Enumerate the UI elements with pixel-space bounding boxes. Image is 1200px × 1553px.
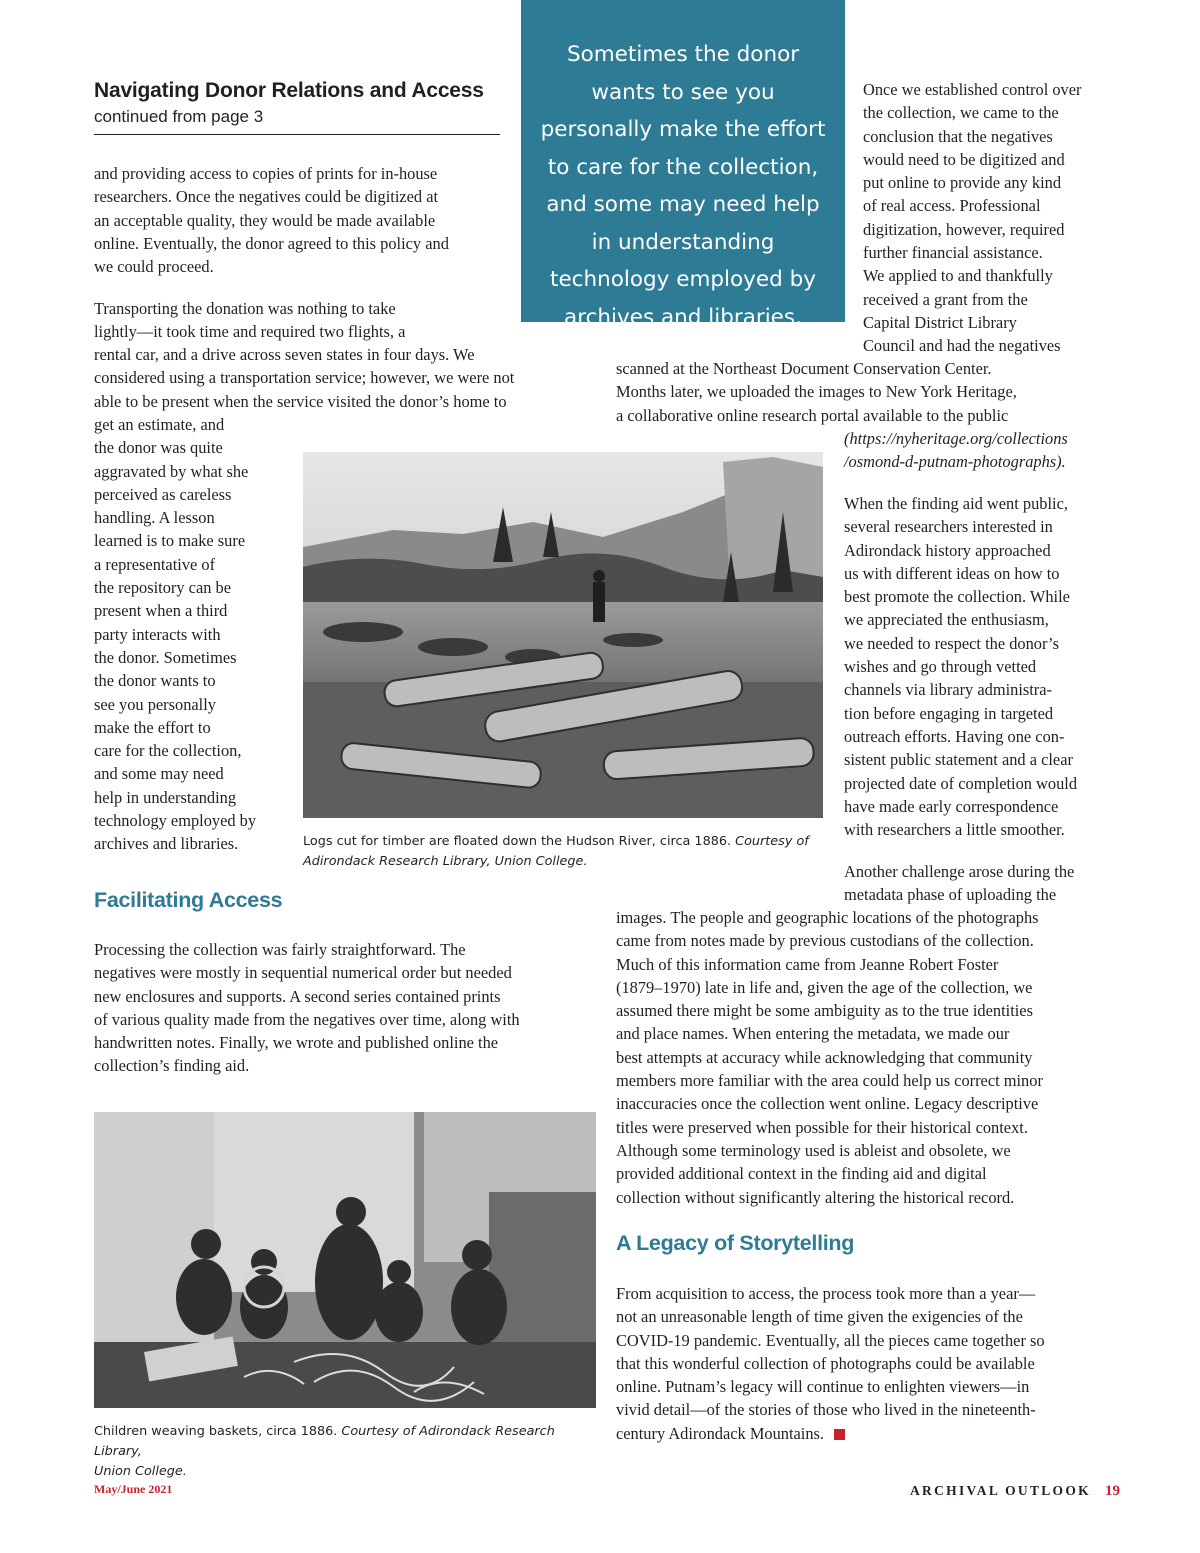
text-line: see you personally [94, 694, 216, 714]
text-line: Although some terminology used is ableist and obsolete, we [616, 1140, 1011, 1160]
text-line: provided additional context in the finding aid and digital [616, 1164, 987, 1184]
text-line: learned is to make sure [94, 531, 246, 551]
children-baskets-caption [94, 1422, 604, 1482]
article-title: Navigating Donor Relations and Access [94, 79, 484, 102]
text-line: and place names. When entering the metadata, we made our [616, 1024, 1010, 1044]
text-line: (https://nyheritage.org/collections [844, 429, 1068, 448]
text-line: vivid detail—of the stories of those who lived in the nineteenth- [616, 1400, 1036, 1420]
text-line: titles were preserved when possible for their historical context. [616, 1117, 1028, 1137]
text-line: Processing the collection was fairly straightforward. The [94, 940, 466, 959]
facilitating-heading: Facilitating Access [94, 888, 283, 912]
text-line: care for the collection, [94, 741, 242, 761]
text-line: the repository can be [94, 578, 231, 598]
text-line: outreach efforts. Having one con- [844, 726, 1065, 746]
header-rule [94, 134, 500, 135]
text-line [616, 1422, 1126, 1445]
text-line: the donor wants to [94, 671, 216, 691]
text-line: From acquisition to access, the process took more than a year— [616, 1284, 1036, 1303]
text-line: lightly—it took time and required two flights, a [94, 322, 406, 342]
page-number: 19 [1104, 1483, 1120, 1499]
continued-note: continued from page 3 [94, 107, 264, 126]
text-line: help in understanding [94, 787, 237, 807]
river-logs-caption [303, 832, 823, 872]
legacy-heading: A Legacy of Storytelling [616, 1231, 855, 1255]
text-line: archives and libraries. [94, 834, 239, 854]
text-line: Council and had the negatives [863, 336, 1061, 356]
text-line: Adirondack history approached [844, 540, 1051, 560]
text-line: When the finding aid went public, [844, 494, 1068, 513]
text-line: received a grant from the [863, 289, 1028, 309]
text-line: researchers. Once the negatives could be digitized at [94, 187, 439, 207]
text-line: inaccuracies once the collection went online. Legacy descriptive [616, 1094, 1039, 1114]
text-line: best promote the collection. While [844, 587, 1070, 607]
text-line: Once we established control over [863, 80, 1082, 99]
collection-url [844, 427, 1124, 474]
text-line: channels via library administra- [844, 680, 1052, 700]
text-line: COVID-19 pandemic. Eventually, all the pieces came together so [616, 1330, 1045, 1350]
footer-right [910, 1482, 1120, 1500]
river-logs-illustration [303, 452, 823, 818]
text-line: Another challenge arose during the [844, 862, 1075, 881]
text-line: a collaborative online research portal available to the public [616, 405, 1009, 425]
text-line: we needed to respect the donor’s [844, 633, 1059, 653]
text-line: perceived as careless [94, 484, 232, 504]
left-paragraph-2-top [94, 297, 514, 344]
text-line: (1879–1970) late in life and, given the age of the collection, we [616, 977, 1033, 997]
text-line: we appreciated the enthusiasm, [844, 610, 1049, 630]
text-line: Transporting the donation was nothing to take [94, 299, 396, 318]
text-line: online. Putnam’s legacy will continue to enlighten viewers—in [616, 1377, 1030, 1397]
text-line: technology employed by [94, 811, 257, 831]
left-paragraph-2-wide [94, 343, 594, 413]
text-line: negatives were mostly in sequential numerical order but needed [94, 963, 512, 983]
text-line: aggravated by what she [94, 461, 249, 481]
text-line: Months later, we uploaded the images to New York Heritage, [616, 382, 1017, 402]
text-line: make the effort to [94, 717, 211, 737]
pull-quote [521, 0, 845, 330]
text-line: We applied to and thankfully [863, 266, 1053, 286]
magazine-name: ARCHIVAL OUTLOOK [910, 1483, 1091, 1498]
text-line: came from notes made by previous custodians of the collection. [616, 931, 1034, 951]
text-line: get an estimate, and [94, 415, 225, 434]
text-line: projected date of completion would [844, 773, 1078, 793]
text-line: images. The people and geographic locations of the photographs [616, 908, 1039, 927]
river-logs-photo [303, 452, 823, 818]
text-line: of various quality made from the negatives over time, along with [94, 1009, 520, 1029]
left-paragraph-2-narrow [94, 413, 294, 856]
text-line: collection’s finding aid. [94, 1056, 250, 1076]
pull-quote-text: Sometimes the donor wants to see you personally make the effort to care for the collection, and some may need help in understanding technology employed by archives and libraries. [540, 42, 826, 330]
caption-line [94, 1422, 604, 1462]
right-paragraph-3-wide [616, 906, 1126, 1209]
text-line: Much of this information came from Jeanne Robert Foster [616, 954, 999, 974]
text-line: collection without significantly altering the historical record. [616, 1187, 1015, 1207]
children-baskets-photo [94, 1112, 596, 1408]
left-paragraph-1 [94, 162, 514, 278]
caption-line [303, 832, 823, 852]
text-line: Capital District Library [863, 312, 1017, 332]
text-line: handwritten notes. Finally, we wrote and published online the [94, 1033, 499, 1053]
right-paragraph-1-narrow [863, 78, 1123, 358]
text-line: and providing access to copies of prints for in-house [94, 164, 438, 183]
text-line: party interacts with [94, 624, 221, 644]
caption-text: Logs cut for timber are floated down the Hudson River, circa 1886. [303, 834, 736, 849]
text-line: sistent public statement and a clear [844, 750, 1073, 770]
text-line: a representative of [94, 554, 216, 574]
text-line: wishes and go through vetted [844, 657, 1037, 677]
text-line: rental car, and a drive across seven states in four days. We [94, 345, 475, 364]
caption-credit: Courtesy of [735, 834, 809, 849]
text-line: able to be present when the service visited the donor’s home to [94, 391, 507, 411]
text-line: we could proceed. [94, 257, 214, 277]
text-line: conclusion that the negatives [863, 126, 1053, 146]
text-line: tion before engaging in targeted [844, 703, 1054, 723]
facilitating-paragraph [94, 938, 594, 1078]
text-line: put online to provide any kind [863, 173, 1062, 193]
text-line-end: century Adirondack Mountains. [616, 1423, 825, 1443]
text-line: the donor. Sometimes [94, 647, 237, 667]
end-of-article-icon [834, 1429, 845, 1440]
legacy-paragraph [616, 1282, 1126, 1445]
text-line: digitization, however, required [863, 219, 1065, 239]
text-line: that this wonderful collection of photographs could be available [616, 1353, 1035, 1373]
text-line: would need to be digitized and [863, 149, 1065, 169]
text-line: not an unreasonable length of time given the exigencies of the [616, 1307, 1023, 1327]
text-line: have made early correspondence [844, 796, 1059, 816]
text-line: further financial assistance. [863, 243, 1043, 263]
text-line: new enclosures and supports. A second series contained prints [94, 986, 501, 1006]
issue-date: May/June 2021 [94, 1482, 173, 1496]
caption-credit: Adirondack Research Library, Union College. [303, 854, 588, 869]
text-line: assumed there might be some ambiguity as to the true identities [616, 1001, 1033, 1021]
text-line: present when a third [94, 601, 228, 621]
children-baskets-illustration [94, 1112, 596, 1408]
caption-text: Children weaving baskets, circa 1886. [94, 1424, 342, 1439]
text-line: of real access. Professional [863, 196, 1041, 216]
text-line: best attempts at accuracy while acknowledging that community [616, 1047, 1033, 1067]
text-line: /osmond-d-putnam-photographs). [844, 452, 1066, 472]
text-line: an acceptable quality, they would be made available [94, 210, 436, 230]
text-line: considered using a transportation service; however, we were not [94, 368, 515, 388]
caption-credit: Courtesy of Adirondack Research Library, [94, 1424, 555, 1459]
text-line: several researchers interested in [844, 517, 1053, 537]
caption-line [303, 852, 823, 872]
text-line: with researchers a little smoother. [844, 820, 1065, 840]
text-line: scanned at the Northeast Document Conservation Center. [616, 359, 992, 378]
text-line: the donor was quite [94, 438, 223, 458]
text-line: online. Eventually, the donor agreed to this policy and [94, 233, 449, 253]
right-paragraph-1-wide [616, 357, 1116, 427]
caption-line [94, 1462, 604, 1482]
right-paragraph-3-narrow [844, 860, 1124, 907]
text-line: metadata phase of uploading the [844, 885, 1057, 905]
text-line: us with different ideas on how to [844, 563, 1060, 583]
right-paragraph-2 [844, 492, 1124, 841]
caption-credit: Union College. [94, 1464, 187, 1479]
text-line: the collection, we came to the [863, 103, 1059, 123]
text-line: members more familiar with the area could help us correct minor [616, 1071, 1043, 1091]
text-line: handling. A lesson [94, 508, 215, 528]
text-line: and some may need [94, 764, 224, 784]
